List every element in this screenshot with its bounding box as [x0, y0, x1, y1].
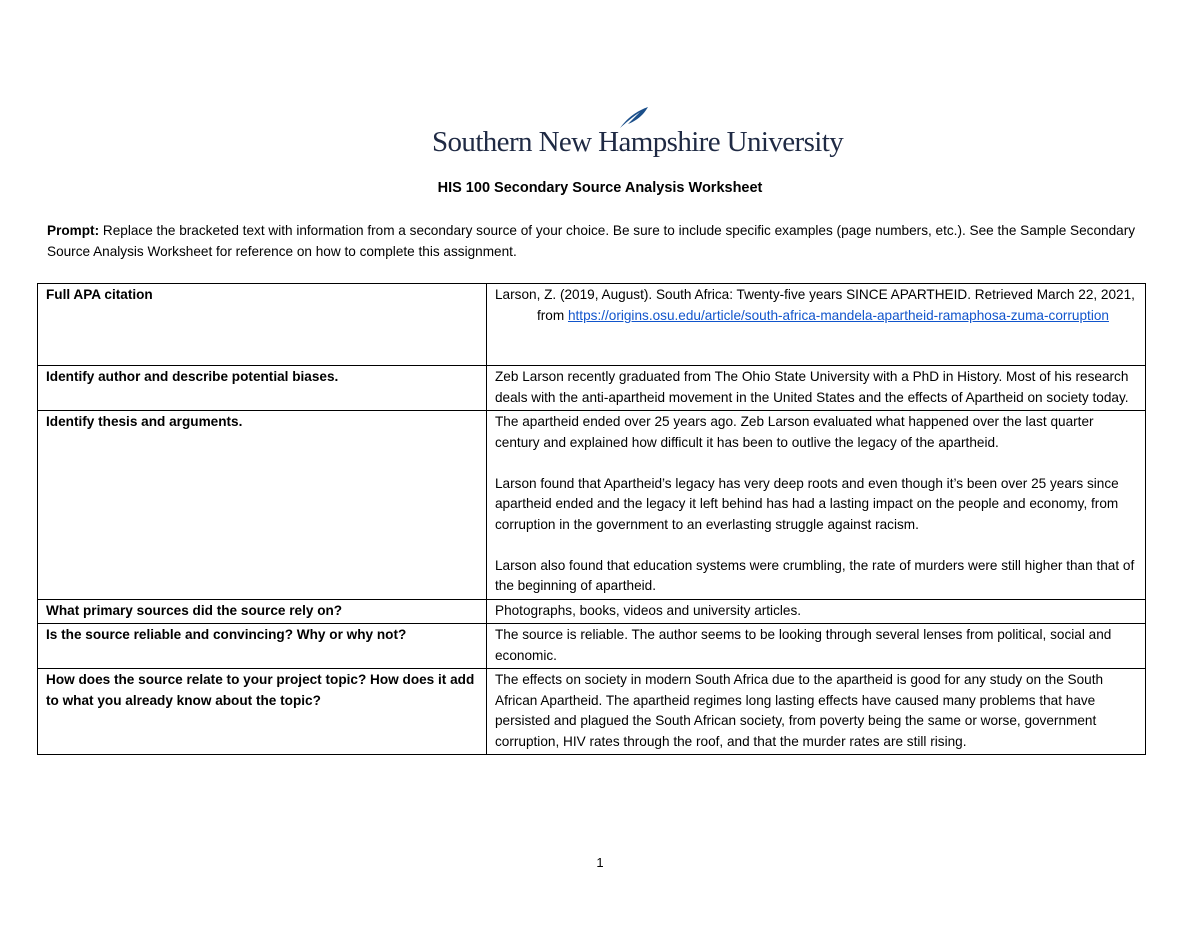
answer-cell: Photographs, books, videos and university articles. [487, 599, 1146, 624]
answer-cell: Zeb Larson recently graduated from The Ohio State University with a PhD in History. Most of his research deals with the anti-apartheid movement in the United States and the effects of Apartheid on society today. [487, 366, 1146, 411]
question-cell: What primary sources did the source rely on? [38, 599, 487, 624]
page-number: 1 [596, 855, 604, 870]
citation-text: Larson, Z. (2019, August). South Africa: Twenty-five years SINCE APARTHEID. Retrieved March 22, 2021, from [495, 287, 1135, 323]
answer-cell [487, 284, 1146, 366]
citation-link[interactable]: https://origins.osu.edu/article/south-africa-mandela-apartheid-ramaphosa-zuma-corruption [567, 307, 1109, 323]
question-cell: Is the source reliable and convincing? Why or why not? [38, 624, 487, 669]
answer-cell: The effects on society in modern South Africa due to the apartheid is good for any study on the South African Apartheid. The apartheid regimes long lasting effects have caused many problems that have persisted and plagued the South African society, from poverty being the same or worse, government corruption, HIV rates through the roof, and that the murder rates are still rising. [487, 669, 1146, 755]
table-row [38, 411, 1146, 600]
prompt-label: Prompt: [47, 223, 100, 238]
question-cell: Full APA citation [38, 284, 487, 366]
document-title: HIS 100 Secondary Source Analysis Worksheet [437, 180, 763, 196]
logo-wordmark: Southern New Hampshire University [432, 126, 844, 158]
answer-paragraph: The apartheid ended over 25 years ago. Zeb Larson evaluated what happened over the last quarter century and explained how difficult it has been to outlive the legacy of the apartheid. [495, 414, 1094, 450]
table-row [38, 366, 1146, 411]
university-logo [432, 106, 844, 162]
answer-cell [487, 411, 1146, 600]
worksheet-table [37, 283, 1146, 755]
prompt-text: Replace the bracketed text with information from a secondary source of your choice. Be sure to include specific examples (page numbers, etc.). See the Sample Secondary Source Analysis Worksheet for reference on how to complete this assignment. [47, 223, 1136, 259]
table-row [38, 284, 1146, 366]
table-row [38, 669, 1146, 755]
prompt-instructions [47, 220, 1157, 262]
question-cell: How does the source relate to your project topic? How does it add to what you already know about the topic? [38, 669, 487, 755]
answer-cell: The source is reliable. The author seems to be looking through several lenses from political, social and economic. [487, 624, 1146, 669]
question-cell: Identify thesis and arguments. [38, 411, 487, 600]
apa-citation [495, 285, 1137, 326]
table-row [38, 599, 1146, 624]
table-row [38, 624, 1146, 669]
answer-paragraph: Larson also found that education systems were crumbling, the rate of murders were still higher than that of the beginning of apartheid. [495, 557, 1135, 593]
question-cell: Identify author and describe potential biases. [38, 366, 487, 411]
answer-paragraph: Larson found that Apartheid’s legacy has very deep roots and even though it’s been over 25 years since apartheid ended and the legacy it left behind has had a lasting impact on the people and economy, from corruption in the government to an everlasting struggle against racism. [495, 475, 1119, 532]
